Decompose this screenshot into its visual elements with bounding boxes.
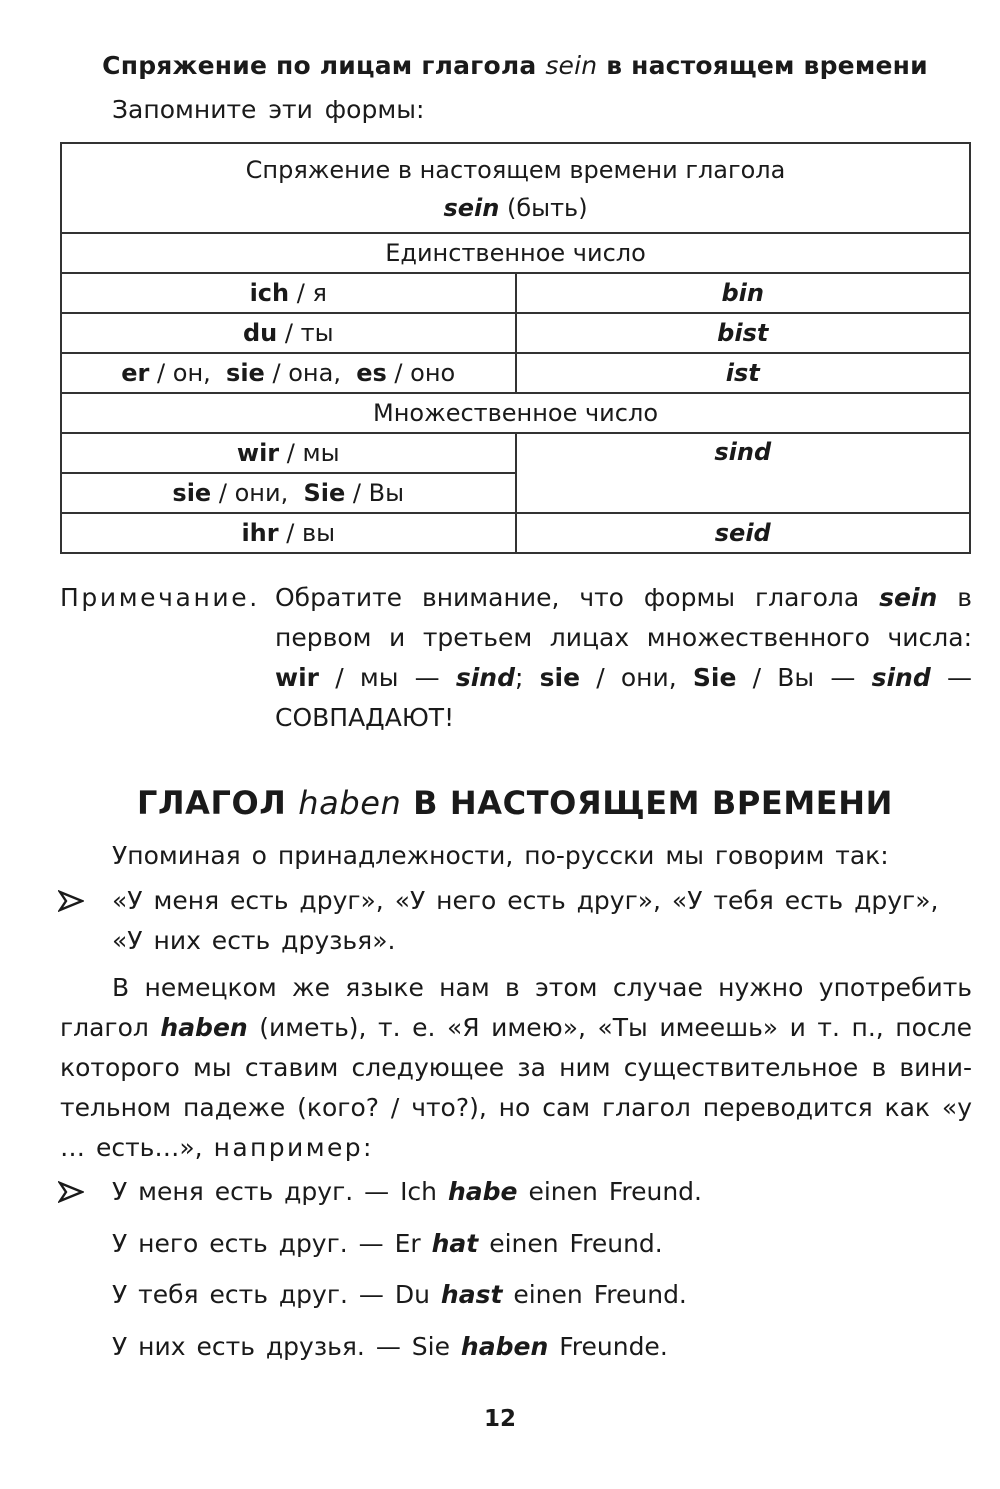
table-header-row — [61, 143, 970, 233]
example-de: einen Freund. — [489, 1229, 663, 1258]
section-title-pre: Спряжение по лицам глагола — [102, 51, 537, 80]
pronoun-de: du — [242, 319, 278, 347]
header-translation: (быть) — [506, 194, 588, 222]
paragraph-text: (иметь), т. е. «Я имею», «Ты имеешь» и т. п., после которого мы ставим следующее за ним существительное в винительном падеже (кого? / что?), но сам глагол переводится как «у … есть…», — [60, 1013, 972, 1162]
example-de: Ich — [400, 1177, 438, 1206]
example-verb: habe — [447, 1177, 518, 1206]
pronoun-cell — [61, 273, 516, 313]
note-pronoun-ru: Вы — [777, 663, 815, 692]
example-de: Du — [394, 1280, 430, 1309]
singular-category-row — [61, 233, 970, 273]
pronoun-ru: Вы — [368, 479, 405, 507]
note-pronoun-ru: они, — [620, 663, 677, 692]
section-title — [60, 48, 970, 84]
pronoun-ru: я — [312, 279, 327, 307]
section-title-verb: sein — [545, 51, 598, 80]
intro-paragraph: Упоминая о принадлежности, по-русски мы говорим так: — [112, 841, 889, 870]
memorize-instruction: Запомните эти формы: — [112, 95, 425, 124]
pronoun-de: Sie — [303, 479, 346, 507]
dash: — — [358, 1229, 384, 1258]
pronoun-de: ihr — [241, 519, 279, 547]
verb-form-cell: sind — [516, 433, 971, 513]
pronoun-ru: ты — [300, 319, 334, 347]
dash: — — [364, 1177, 390, 1206]
example-de: Sie — [411, 1332, 450, 1361]
page-number: 12 — [483, 1406, 516, 1432]
example-verb: haben — [460, 1332, 549, 1361]
dash: — — [375, 1332, 401, 1361]
pronoun-de: es — [356, 359, 387, 387]
haben-example — [112, 1224, 663, 1264]
pronoun-cell — [61, 433, 516, 473]
pronoun-ru: вы — [301, 519, 336, 547]
table-row — [61, 353, 970, 393]
pronoun-ru: они — [234, 479, 281, 507]
verb-form-cell: bin — [516, 273, 971, 313]
note-pronoun: Sie — [692, 663, 737, 692]
pronoun-de: sie — [172, 479, 212, 507]
verb-form-cell: ist — [516, 353, 971, 393]
note-pronoun: sie — [539, 663, 581, 692]
pronoun-cell — [61, 473, 516, 513]
example-ru: У меня есть друг. — [112, 1177, 354, 1206]
table-row — [61, 433, 970, 473]
dash: — — [414, 663, 440, 692]
table-header — [61, 143, 970, 233]
example-ru: У тебя есть друг. — [112, 1280, 348, 1309]
note-text: Обратите внимание, что формы глагола sein в первом и третьем лицах множественного числа: wir / мы — sind; sie / они, Sie / Вы — sind — СОВПАДАЮТ! — [275, 583, 973, 732]
haben-example — [112, 1327, 668, 1367]
dash: — — [358, 1280, 384, 1309]
plural-label: Множественное число — [61, 393, 970, 433]
heading-post: В НАСТОЯЩЕМ ВРЕМЕНИ — [413, 784, 894, 822]
example-de: Er — [394, 1229, 421, 1258]
note-text-part: в первом и третьем лицах множественного числа: — [275, 583, 973, 652]
example-line: «У них есть друзья». — [112, 926, 396, 955]
example-de: einen Freund. — [513, 1280, 687, 1309]
pronoun-ru: мы — [302, 439, 340, 467]
dash: — — [830, 663, 856, 692]
sein-conjugation-table — [60, 142, 971, 554]
separator: / — [394, 359, 403, 387]
separator: / — [352, 479, 362, 507]
paragraph-text: В немецком же языке нам в этом случае нужно употребить глагол — [60, 973, 972, 1042]
heading-verb: haben — [298, 784, 402, 822]
haben-example — [112, 1275, 687, 1315]
note-text-part: СОВПАДАЮТ! — [275, 703, 455, 732]
example-ru: У него есть друг. — [112, 1229, 348, 1258]
example-de: einen Freund. — [528, 1177, 702, 1206]
pronoun-cell — [61, 513, 516, 553]
note-label: Примечание. — [60, 583, 260, 612]
pronoun-de: ich — [249, 279, 290, 307]
section-title-post: в настоящем времени — [606, 51, 928, 80]
pronoun-ru: оно — [410, 359, 456, 387]
pronoun-de: sie — [226, 359, 265, 387]
note-verb: sein — [879, 583, 938, 612]
separator: / — [272, 359, 281, 387]
pronoun-cell — [61, 353, 516, 393]
pronoun-cell — [61, 313, 516, 353]
header-verb: sein — [443, 194, 500, 222]
haben-paragraph — [60, 968, 972, 1168]
heading-pre: ГЛАГОЛ — [136, 784, 287, 822]
arrowhead-bullet-icon — [58, 890, 84, 912]
haben-example — [112, 1172, 702, 1212]
example-ru: У них есть друзья. — [112, 1332, 365, 1361]
separator: / — [157, 359, 166, 387]
comma: , — [203, 359, 211, 387]
header-line1: Спряжение в настоящем времени глагола — [245, 156, 786, 184]
note-text-part: Обратите внимание, что формы глагола — [275, 583, 860, 612]
table-row — [61, 513, 970, 553]
note-pronoun-ru: мы — [359, 663, 399, 692]
example-line: «У меня есть друг», «У него есть друг», «У тебя есть друг», — [112, 886, 939, 915]
separator: / — [286, 519, 295, 547]
note-pronoun: wir — [275, 663, 319, 692]
example-de: Freunde. — [559, 1332, 668, 1361]
table-row — [61, 273, 970, 313]
pronoun-de: er — [121, 359, 150, 387]
semicolon: ; — [515, 663, 524, 692]
note-verb: sind — [871, 663, 931, 692]
singular-label: Единственное число — [61, 233, 970, 273]
note-verb: sind — [455, 663, 515, 692]
dash: — — [946, 663, 972, 692]
pronoun-de: wir — [236, 439, 280, 467]
pronoun-ru: он — [172, 359, 204, 387]
comma: , — [280, 479, 289, 507]
verb-form-cell: bist — [516, 313, 971, 353]
paragraph-text: например: — [213, 1133, 374, 1162]
comma: , — [333, 359, 341, 387]
pronoun-ru: она — [288, 359, 334, 387]
plural-category-row — [61, 393, 970, 433]
separator: / — [218, 479, 227, 507]
arrowhead-bullet-icon — [58, 1181, 84, 1203]
separator: / — [286, 439, 295, 467]
table-row — [61, 313, 970, 353]
separator: / — [284, 319, 293, 347]
example-verb: hast — [440, 1280, 503, 1309]
example-verb: hat — [431, 1229, 479, 1258]
separator: / — [296, 279, 305, 307]
paragraph-verb: haben — [160, 1013, 248, 1042]
haben-heading — [60, 780, 970, 826]
verb-form-cell: seid — [516, 513, 971, 553]
